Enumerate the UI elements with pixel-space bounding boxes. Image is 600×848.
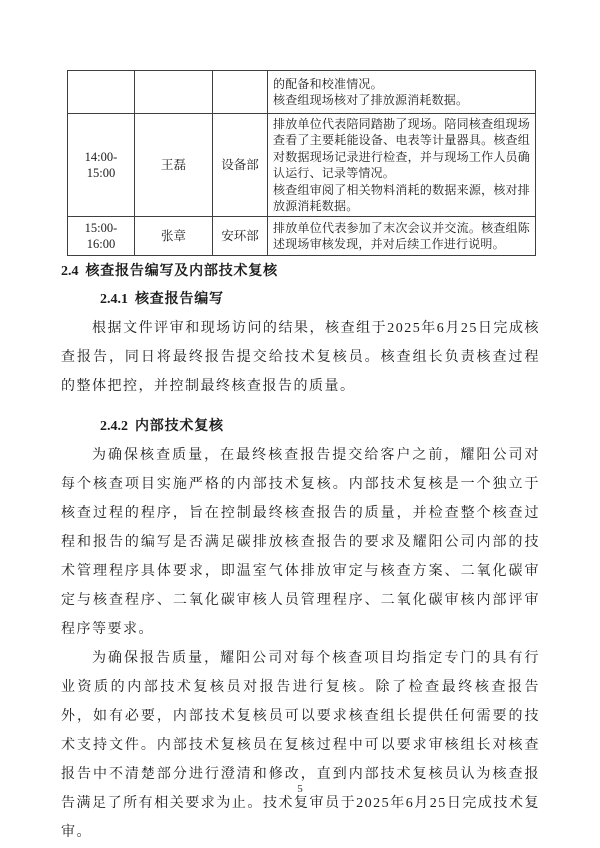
table-row bbox=[68, 71, 536, 114]
time-line: 16:00 bbox=[86, 237, 116, 252]
site-visit-schedule-table bbox=[67, 70, 536, 256]
activity-text: 排放单位代表参加了末次会议并交流。核查组陈述现场审核发现，并对后续工作进行说明。 bbox=[273, 221, 530, 252]
time-cell bbox=[68, 71, 135, 114]
page-number: 5 bbox=[297, 783, 303, 795]
report-body bbox=[61, 263, 540, 847]
section-title: 核查报告编写 bbox=[135, 292, 224, 307]
table-row bbox=[68, 114, 536, 217]
section-heading-2-4 bbox=[61, 263, 540, 281]
attendee-cell bbox=[135, 71, 213, 114]
attendee-cell: 王磊 bbox=[135, 114, 213, 217]
time-cell bbox=[68, 217, 135, 256]
section-number: 2.4.1 bbox=[100, 292, 128, 307]
paragraph-report-writing: 根据文件评审和现场访问的结果，核查组于2025年6月25日完成核查报告，同日将最终报告提交给技术复核员。核查组长负责核查过程的整体把控，并控制最终核查报告的质量。 bbox=[61, 321, 540, 394]
section-number: 2.4.2 bbox=[100, 419, 128, 434]
section-heading-2-4-2 bbox=[100, 418, 540, 436]
activity-text: 的配备和校准情况。 bbox=[273, 76, 383, 91]
activity-text: 核查组审阅了相关物料消耗的数据来源，核对排放源消耗数据。 bbox=[273, 182, 530, 214]
department-cell: 设备部 bbox=[213, 114, 268, 217]
department-cell: 安环部 bbox=[213, 217, 268, 256]
attendee-cell: 张章 bbox=[135, 217, 213, 256]
section-heading-2-4-1 bbox=[100, 291, 540, 309]
time-line: 15:00- bbox=[84, 221, 118, 236]
time-line: 14:00- bbox=[84, 150, 118, 165]
activity-text: 核查组现场核对了排放源消耗数据。 bbox=[273, 93, 469, 107]
section-title: 内部技术复核 bbox=[135, 419, 224, 434]
time-line: 15:00 bbox=[86, 166, 116, 181]
paragraph-internal-review-1: 为确保核查质量，在最终核查报告提交给客户之前，耀阳公司对每个核查项目实施严格的内部技术复核。内部技术复核是一个独立于核查过程的程序，旨在控制最终核查报告的质量，并检查整个核查过程和报告的编写是否满足碳排放核查报告的要求及耀阳公司内部的技术管理程序具体要求，即温室气体排放审定与核查方案、二氧化碳审定与核查程序、二氧化碳审核人员管理程序、二氧化碳审核内部评审程序等要求。 bbox=[61, 448, 540, 637]
activity-cell bbox=[268, 71, 536, 114]
time-cell bbox=[68, 114, 135, 217]
section-number: 2.4 bbox=[61, 264, 79, 279]
activity-text: 排放单位代表陪同踏勘了现场。陪同核查组现场查看了主要耗能设备、电表等计量器具。核查组对数据现场记录进行检查，并与现场工作人员确认运行、记录等情况。 bbox=[273, 117, 530, 181]
table-row bbox=[68, 217, 536, 256]
section-title: 核查报告编写及内部技术复核 bbox=[85, 264, 278, 279]
activity-cell bbox=[268, 217, 536, 256]
department-cell bbox=[213, 71, 268, 114]
activity-cell bbox=[268, 114, 536, 217]
paragraph-internal-review-2: 为确保报告质量，耀阳公司对每个核查项目均指定专门的具有行业资质的内部技术复核员对报告进行复核。除了检查最终核查报告外，如有必要，内部技术复核员可以要求核查组长提供任何需要的技术支持文件。内部技术复核员在复核过程中可以要求审核组长对核查报告中不清楚部分进行澄清和修改，直到内部技术复核员认为核查报告满足了所有相关要求为止。技术复审员于2025年6月25日完成技术复审。 bbox=[61, 651, 540, 840]
